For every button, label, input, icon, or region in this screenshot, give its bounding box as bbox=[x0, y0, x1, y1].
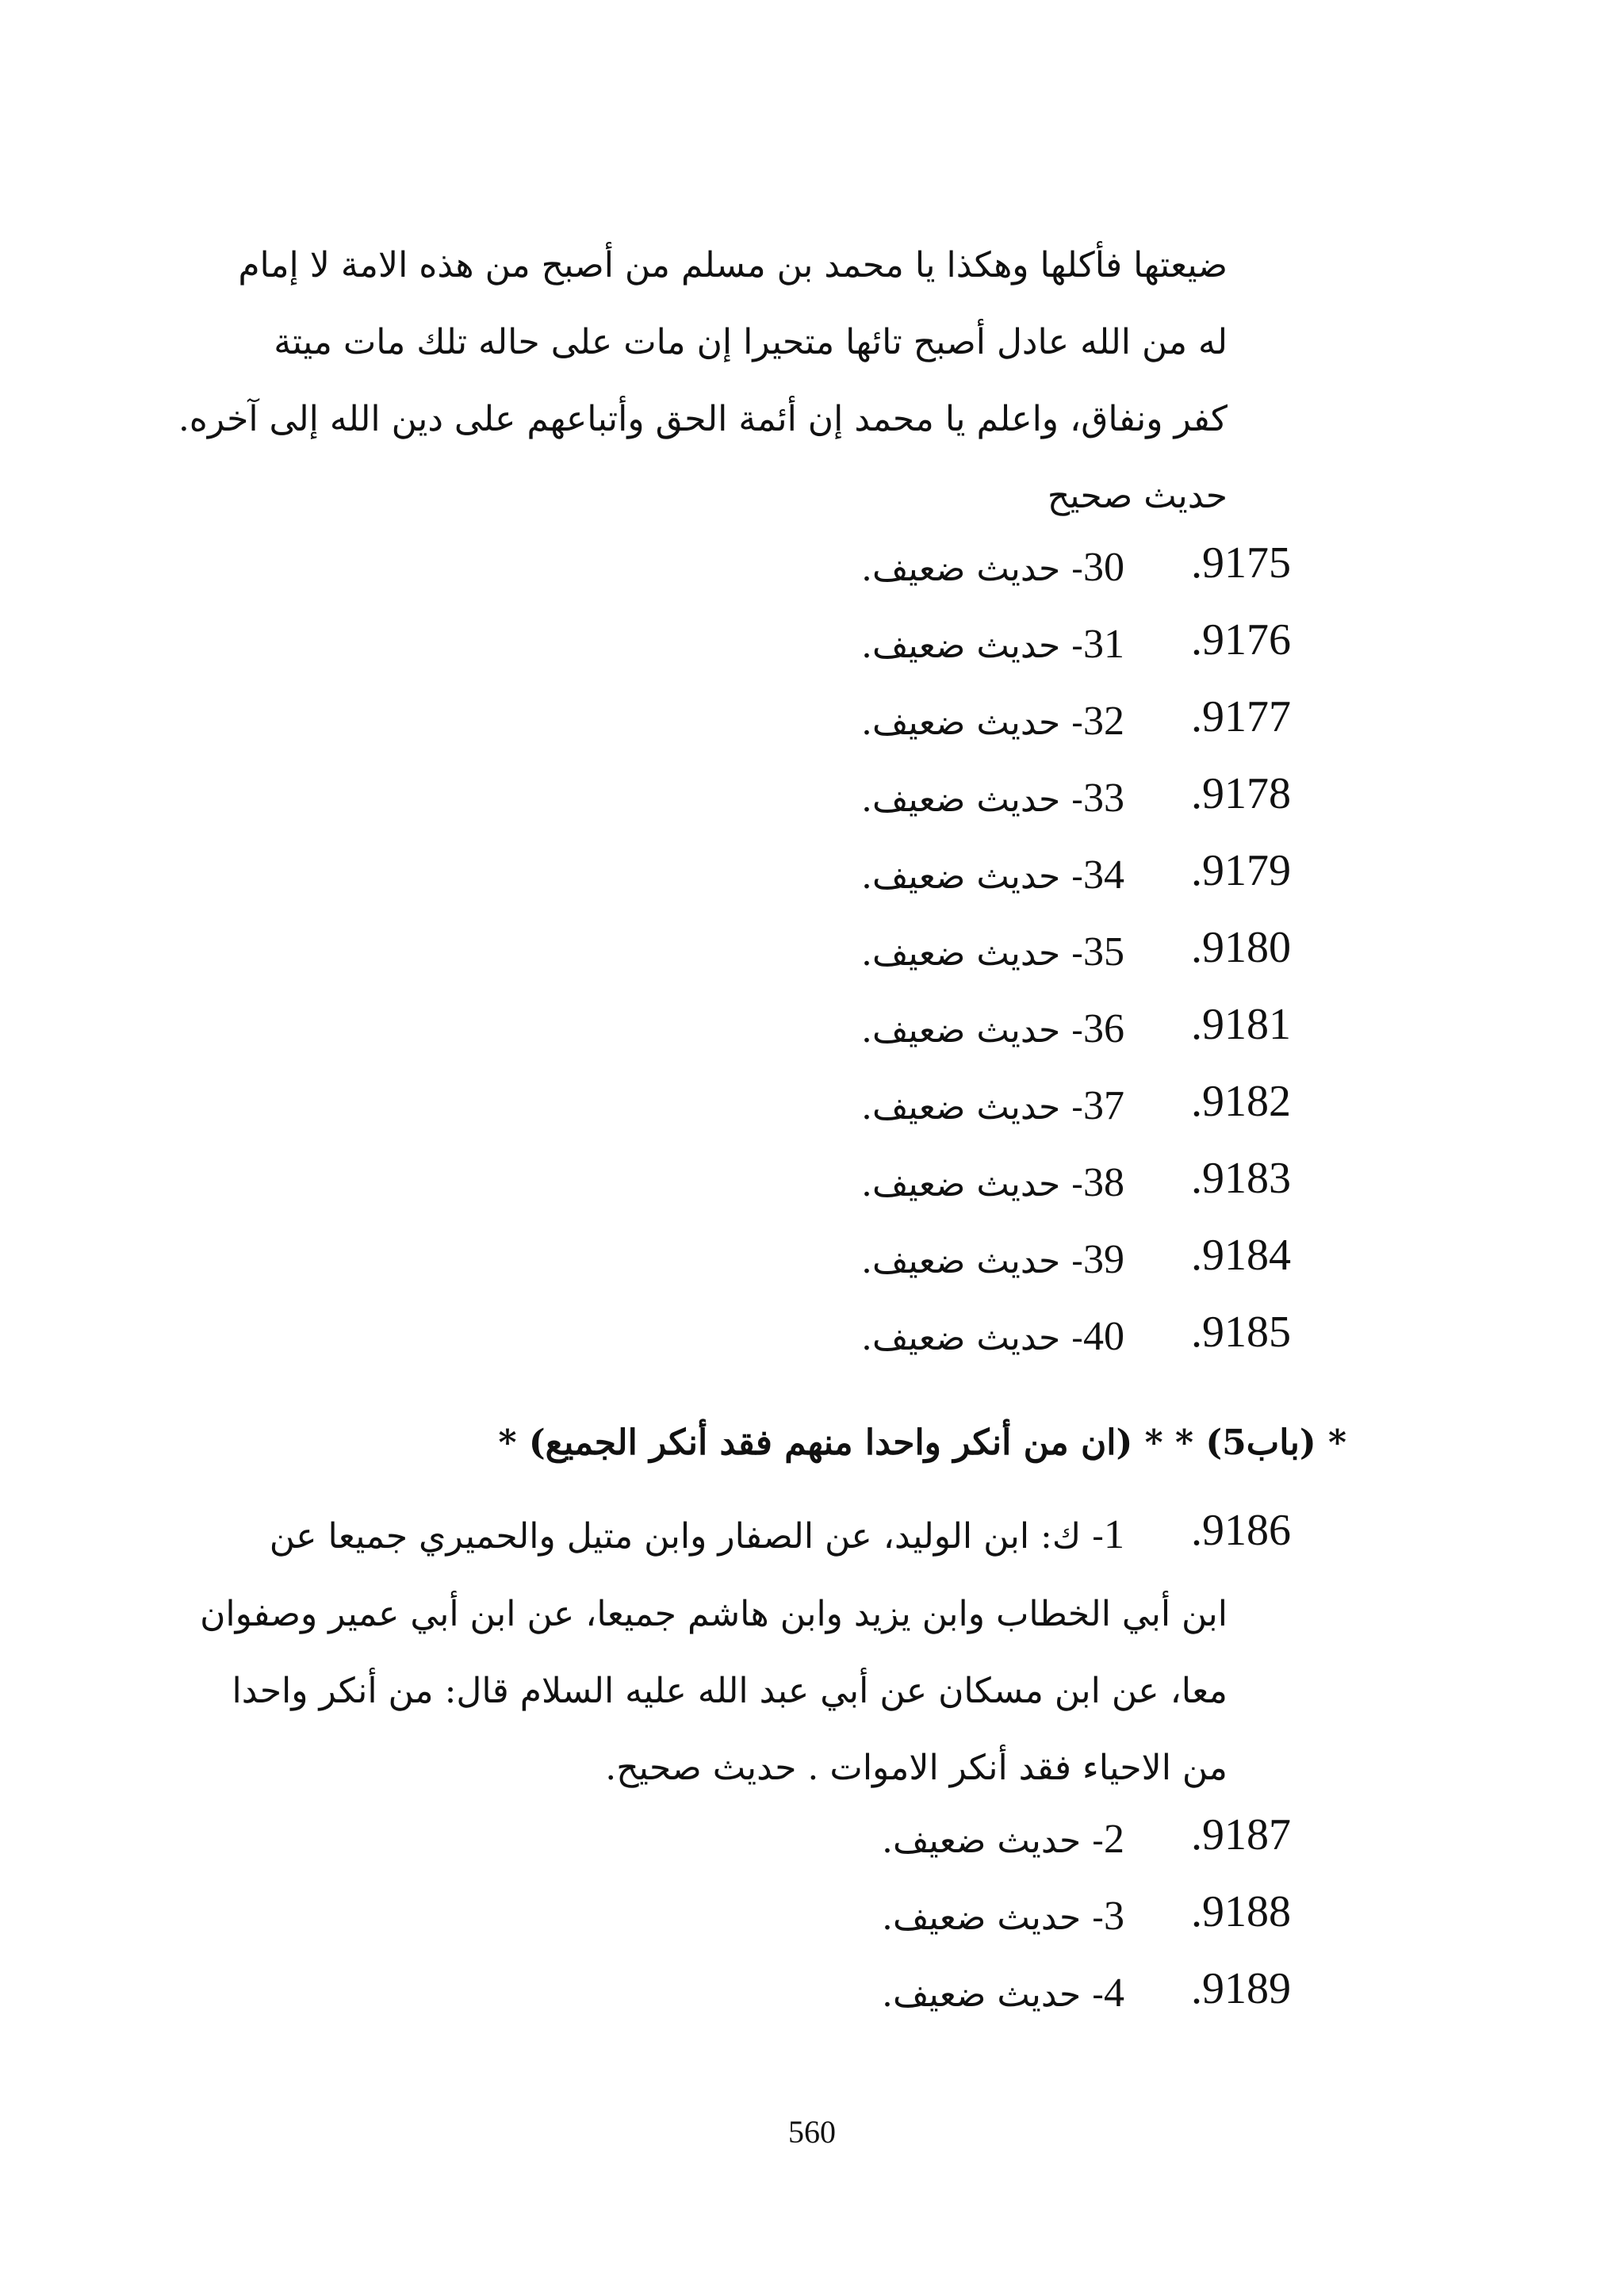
paragraph-line-2: له من الله عادل أصبح تائها متحيرا إن مات على حاله تلك مات ميتة bbox=[274, 322, 1228, 362]
entry-number: 9189. bbox=[1191, 1964, 1291, 2013]
entry-grade: - حديث ضعيف. bbox=[861, 1010, 1083, 1051]
entry-grade: - حديث ضعيف. bbox=[882, 1974, 1104, 2015]
entry-text bbox=[861, 775, 1124, 824]
entry-seq: 30 bbox=[1083, 545, 1124, 590]
entry-text bbox=[882, 1970, 1124, 2019]
entry-seq: 36 bbox=[1083, 1006, 1124, 1051]
entry-seq: 38 bbox=[1083, 1160, 1124, 1205]
entry-first-line-text: - ك: ابن الوليد، عن الصفار وابن متيل والحميري جميعا عن bbox=[269, 1516, 1104, 1557]
entry-seq: 35 bbox=[1083, 929, 1124, 975]
entry-grade: - حديث ضعيف. bbox=[861, 1087, 1083, 1128]
page-number: 560 bbox=[788, 2114, 836, 2150]
paragraph-line-3: كفر ونفاق، واعلم يا محمد إن أئمة الحق وأتباعهم على دين الله إلى آخره. bbox=[178, 399, 1228, 439]
entry-seq: 39 bbox=[1083, 1237, 1124, 1282]
entry-number: 9182. bbox=[1191, 1077, 1291, 1126]
entry-seq: 3 bbox=[1104, 1894, 1124, 1939]
entry-number: 9183. bbox=[1191, 1154, 1291, 1203]
paragraph-line-4: حديث صحيح bbox=[1047, 476, 1228, 516]
entry-grade: - حديث ضعيف. bbox=[861, 1318, 1083, 1358]
entry-seq: 1 bbox=[1104, 1512, 1124, 1557]
paragraph-line-1: ضيعتها فأكلها وهكذا يا محمد بن مسلم من أصبح من هذه الامة لا إمام bbox=[238, 245, 1228, 285]
entry-number: 9188. bbox=[1191, 1887, 1291, 1936]
entry-grade: - حديث ضعيف. bbox=[861, 1164, 1083, 1204]
entry-grade: - حديث ضعيف. bbox=[861, 779, 1083, 820]
entry-number: 9176. bbox=[1191, 615, 1291, 664]
entry-grade: - حديث ضعيف. bbox=[882, 1898, 1104, 1938]
entry-grade: - حديث ضعيف. bbox=[882, 1821, 1104, 1861]
entry-text bbox=[861, 544, 1124, 593]
entry-text bbox=[861, 1159, 1124, 1208]
entry-number: 9178. bbox=[1191, 769, 1291, 818]
entry-text bbox=[861, 1313, 1124, 1362]
entry-body-line-2: معا، عن ابن مسكان عن أبي عبد الله عليه السلام قال: من أنكر واحدا bbox=[232, 1671, 1228, 1711]
entry-number: 9181. bbox=[1191, 1000, 1291, 1049]
entry-number: 9177. bbox=[1191, 692, 1291, 741]
entry-grade: - حديث ضعيف. bbox=[861, 1241, 1083, 1281]
entry-text bbox=[861, 1082, 1124, 1132]
entry-number: 9179. bbox=[1191, 846, 1291, 895]
entry-seq: 34 bbox=[1083, 852, 1124, 898]
entry-seq: 32 bbox=[1083, 699, 1124, 744]
entry-text bbox=[861, 621, 1124, 670]
entry-text bbox=[861, 698, 1124, 747]
entry-grade: - حديث ضعيف. bbox=[861, 549, 1083, 589]
entry-number: 9175. bbox=[1191, 538, 1291, 588]
entry-seq: 33 bbox=[1083, 776, 1124, 821]
entry-text bbox=[861, 1005, 1124, 1055]
entry-number: 9187. bbox=[1191, 1810, 1291, 1859]
entry-first-line bbox=[269, 1511, 1124, 1561]
entry-seq: 31 bbox=[1083, 622, 1124, 667]
entry-number: 9186. bbox=[1191, 1506, 1291, 1555]
entry-grade: - حديث ضعيف. bbox=[861, 703, 1083, 743]
entry-seq: 2 bbox=[1104, 1817, 1124, 1862]
entry-text bbox=[882, 1893, 1124, 1942]
entry-number: 9185. bbox=[1191, 1308, 1291, 1357]
entry-text bbox=[861, 929, 1124, 978]
entry-body-line-1: ابن أبي الخطاب وابن يزيد وابن هاشم جميعا، عن ابن أبي عمير وصفوان bbox=[200, 1594, 1228, 1634]
chapter-heading: * (باب5) * * (ان من أنكر واحدا منهم فقد أنكر الجميع) * bbox=[498, 1423, 1346, 1463]
entry-seq: 4 bbox=[1104, 1970, 1124, 2016]
entry-body-line-3: من الاحياء فقد أنكر الاموات . حديث صحيح. bbox=[605, 1748, 1228, 1788]
entry-number: 9180. bbox=[1191, 923, 1291, 972]
entry-number: 9184. bbox=[1191, 1231, 1291, 1280]
entry-seq: 40 bbox=[1083, 1314, 1124, 1359]
entry-grade: - حديث ضعيف. bbox=[861, 856, 1083, 897]
entry-text bbox=[861, 852, 1124, 901]
entry-grade: - حديث ضعيف. bbox=[861, 626, 1083, 666]
entry-text bbox=[882, 1816, 1124, 1865]
entry-seq: 37 bbox=[1083, 1083, 1124, 1128]
entry-grade: - حديث ضعيف. bbox=[861, 933, 1083, 974]
entry-text bbox=[861, 1236, 1124, 1285]
